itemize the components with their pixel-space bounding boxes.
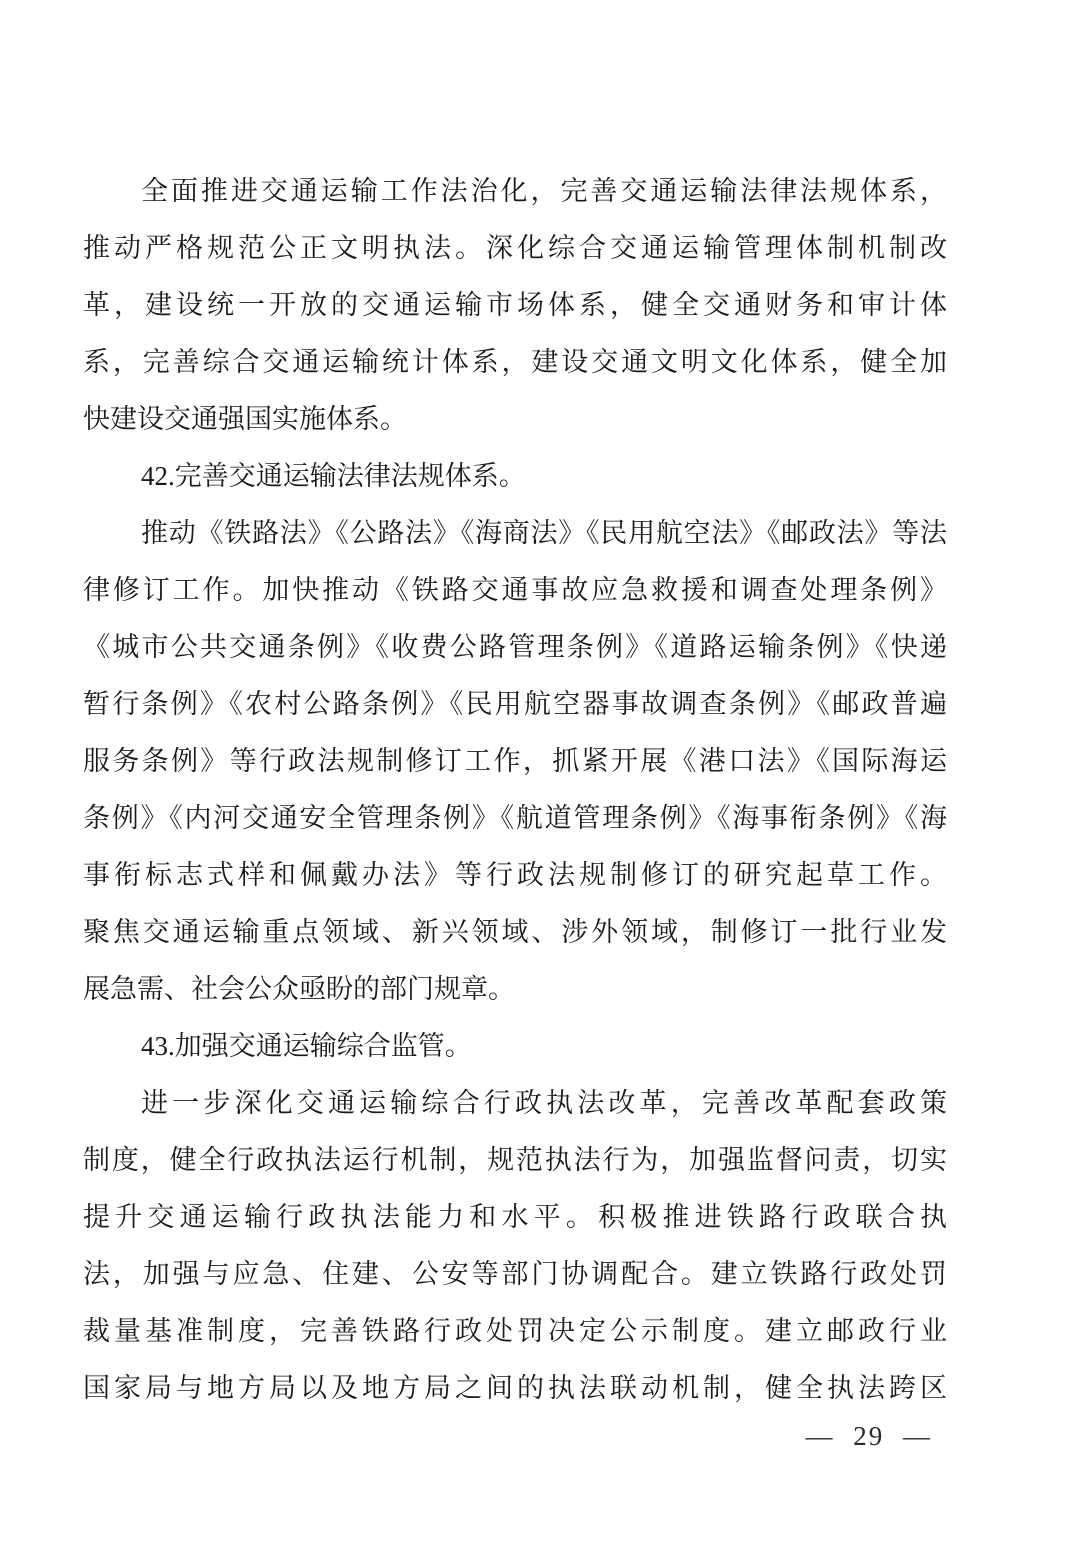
page-number: — 29 — (805, 1421, 932, 1451)
text-line: 推动《铁路法》《公路法》《海商法》《民用航空法》《邮政法》等法 (141, 518, 947, 548)
text-line: 革，建设统一开放的交通运输市场体系，健全交通财务和审计体 (83, 290, 947, 320)
text-line: 快建设交通强国实施体系。 (83, 404, 407, 434)
text-line: 裁量基准制度，完善铁路行政处罚决定公示制度。建立邮政行业 (83, 1316, 947, 1346)
text-line: 暂行条例》《农村公路条例》《民用航空器事故调查条例》《邮政普遍 (83, 689, 947, 719)
text-line: 全面推进交通运输工作法治化，完善交通运输法律法规体系， (141, 176, 947, 206)
document-body (83, 163, 947, 1417)
text-line: 《城市公共交通条例》《收费公路管理条例》《道路运输条例》《快递 (83, 632, 947, 662)
text-line: 事衔标志式样和佩戴办法》等行政法规制修订的研究起草工作。 (83, 860, 947, 890)
text-line: 系，完善综合交通运输统计体系，建设交通文明文化体系，健全加 (83, 347, 947, 377)
text-line: 展急需、社会公众亟盼的部门规章。 (83, 974, 515, 1004)
text-line: 国家局与地方局以及地方局之间的执法联动机制，健全执法跨区 (83, 1373, 947, 1403)
text-line: 制度，健全行政执法运行机制，规范执法行为，加强监督问责，切实 (83, 1145, 947, 1175)
text-line: 服务条例》等行政法规制修订工作，抓紧开展《港口法》《国际海运 (83, 746, 947, 776)
text-line: 提升交通运输行政执法能力和水平。积极推进铁路行政联合执 (83, 1202, 947, 1232)
text-line: 律修订工作。加快推动《铁路交通事故应急救援和调查处理条例》 (83, 575, 947, 605)
section-heading-43: 43.加强交通运输综合监管。 (141, 1031, 472, 1061)
section-heading-42: 42.完善交通运输法律法规体系。 (141, 461, 526, 491)
text-line: 进一步深化交通运输综合行政执法改革，完善改革配套政策 (141, 1088, 947, 1118)
text-line: 推动严格规范公正文明执法。深化综合交通运输管理体制机制改 (83, 233, 947, 263)
text-line: 法，加强与应急、住建、公安等部门协调配合。建立铁路行政处罚 (83, 1259, 947, 1289)
text-line: 聚焦交通运输重点领域、新兴领域、涉外领域，制修订一批行业发 (83, 917, 947, 947)
text-line: 条例》《内河交通安全管理条例》《航道管理条例》《海事衔条例》《海 (83, 803, 947, 833)
